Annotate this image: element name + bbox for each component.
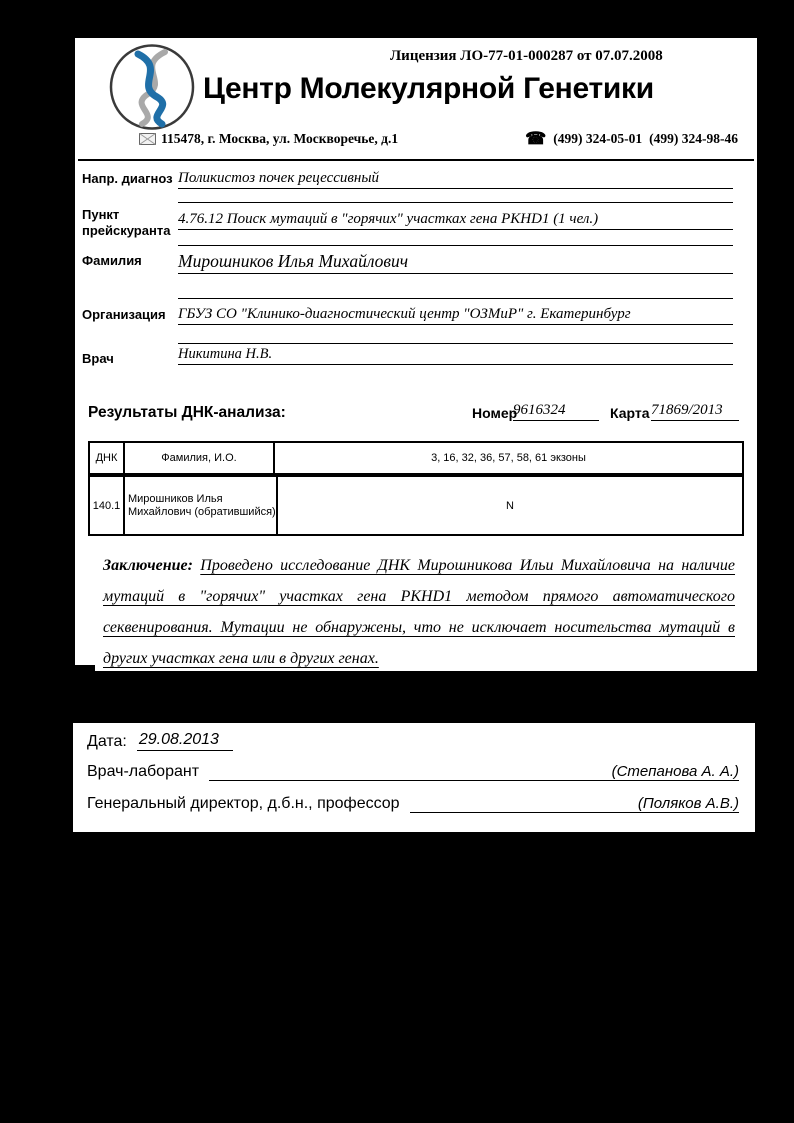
field-value-organization: ГБУЗ СО "Клинико-диагностический центр "ОЗМиР" г. Екатеринбург: [178, 301, 733, 325]
date-row: [87, 731, 233, 751]
blank-line: [178, 179, 733, 203]
phone-number-1: (499) 324-05-01: [553, 131, 643, 146]
envelope-icon: [139, 133, 156, 145]
address-row: [75, 131, 757, 151]
page-title: Центр Молекулярной Генетики: [203, 72, 654, 105]
table-row: [88, 475, 744, 536]
date-value: 29.08.2013: [137, 731, 233, 751]
report-page: [75, 38, 757, 671]
results-table-header: [88, 441, 744, 475]
signature-line: (Степанова А. А.): [209, 763, 739, 781]
conclusion-label: Заключение:: [103, 557, 193, 574]
field-value-pricelist: 4.76.12 Поиск мутаций в "горячих" участках гена PKHD1 (1 чел.): [178, 206, 733, 230]
results-heading: Результаты ДНК-анализа:: [88, 404, 286, 421]
signature-line: (Поляков А.В.): [410, 795, 739, 813]
table-cell-result: N: [506, 499, 514, 512]
signature-row-lab-doctor: [87, 763, 739, 781]
card-label: Карта: [610, 405, 650, 421]
phone-number-2: (499) 324-98-46: [649, 131, 738, 146]
scan-artifact: [75, 665, 95, 672]
signature-row-director: [87, 795, 739, 813]
table-cell-name: Мирошников Илья Михайлович (обратившийся): [125, 477, 278, 534]
conclusion-block: [103, 550, 735, 674]
table-header-exons: 3, 16, 32, 36, 57, 58, 61 экзоны: [431, 452, 586, 464]
signature-strip: [73, 723, 755, 832]
number-label: Номер: [472, 405, 518, 421]
field-value-surname: Мирошников Илья Михайлович: [178, 246, 733, 274]
field-value-diagnosis: Поликистоз почек рецессивный: [178, 165, 733, 189]
card-value: 71869/2013: [651, 402, 739, 421]
table-header-name: Фамилия, И.О.: [125, 443, 275, 473]
field-label-pricelist: Пункт прейскуранта: [82, 207, 171, 238]
signature-label: Генеральный директор, д.б.н., профессор: [87, 795, 400, 812]
conclusion-line: мутаций в "горячих" участках гена PKHD1 методом прямого автоматического: [103, 588, 735, 605]
field-label-doctor: Врач: [82, 351, 114, 366]
field-label-organization: Организация: [82, 307, 166, 322]
date-label: Дата:: [87, 733, 127, 750]
table-header-dna: ДНК: [90, 443, 125, 473]
dna-helix-logo-icon: [108, 44, 196, 130]
field-label-diagnosis: Напр. диагноз: [82, 171, 173, 186]
number-value: 9616324: [513, 402, 599, 421]
header-divider: [78, 159, 754, 161]
table-cell-dna: 140.1: [90, 477, 125, 534]
field-value-doctor: Никитина Н.В.: [178, 341, 733, 365]
signature-label: Врач-лаборант: [87, 763, 200, 780]
field-label-surname: Фамилия: [82, 253, 142, 268]
blank-line: [178, 222, 733, 246]
license-text: Лицензия ЛО-77-01-000287 от 07.07.2008: [390, 48, 663, 64]
conclusion-line: секвенирования. Мутации не обнаружены, что не исключает носительства мутаций в: [103, 619, 735, 636]
phone-icon: ☎: [525, 129, 547, 148]
blank-line: [178, 275, 733, 299]
conclusion-line: Заключение: Проведено исследование ДНК Мирошникова Ильи Михайловича на наличие: [103, 557, 736, 574]
address-text: 115478, г. Москва, ул. Москворечье, д.1: [161, 131, 399, 146]
conclusion-line: других участках гена или в других генах.: [103, 650, 379, 667]
